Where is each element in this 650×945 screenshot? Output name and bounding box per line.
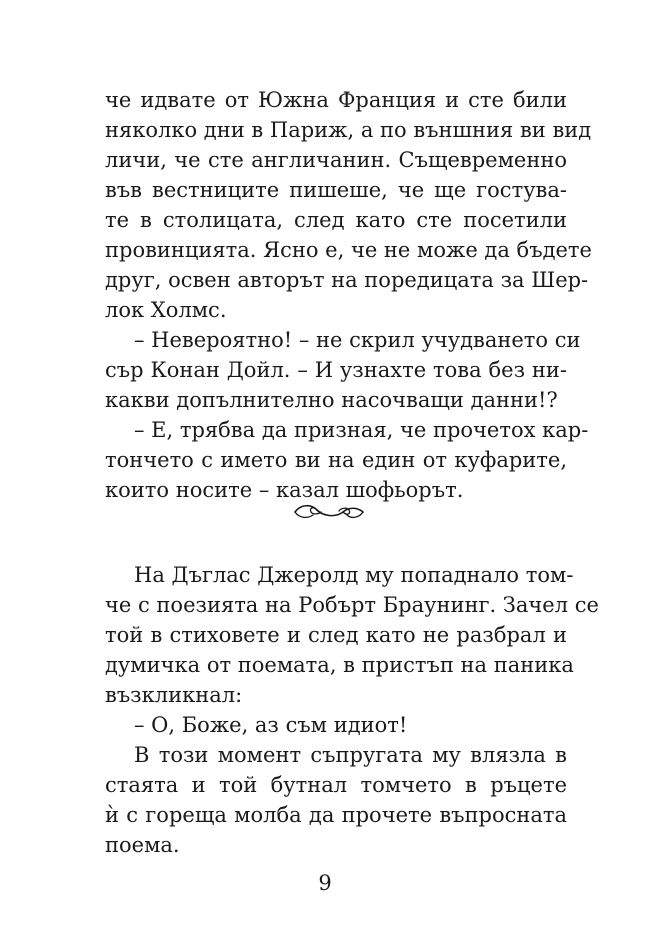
page-number: 9 — [318, 871, 332, 895]
text-line: друг, освен авторът на поредицата за Шер- — [105, 268, 589, 292]
dialogue-line: – Невероятно! – не скрил учудването си — [134, 328, 581, 352]
text-line: възкликнал: — [105, 683, 243, 707]
text-line: провинцията. Ясно е, че не може да бъдете — [105, 238, 592, 262]
text-line: думичка от поемата, в пристъп на паника — [105, 653, 574, 677]
text-line: няколко дни в Париж, а по външния ви вид — [105, 118, 592, 142]
text-line: На Дъглас Джеролд му попаднало том- — [134, 563, 574, 587]
dialogue-line: – О, Боже, аз съм идиот! — [134, 713, 408, 737]
text-line: той в стиховете и след като не разбрал и — [105, 623, 567, 647]
text-line: тончето с името ви на един от куфарите, — [105, 448, 567, 472]
text-line: лок Холмс. — [105, 298, 227, 322]
text-line: които носите – казал шофьорът. — [105, 478, 464, 502]
text-line: ѝ с гореща молба да прочете въпросната — [105, 803, 567, 827]
text-line: поема. — [105, 833, 180, 857]
text-line: сър Конан Дойл. – И узнахте това без ни- — [105, 358, 567, 382]
text-line: във вестниците пишеше, че ще гостува- — [105, 178, 567, 202]
text-line: те в столицата, след като сте посетили — [105, 208, 567, 232]
text-line: че идвате от Южна Франция и сте били — [105, 88, 567, 112]
dialogue-line: – Е, трябва да призная, че прочетох кар- — [134, 418, 589, 442]
text-line: стаята и той бутнал томчето в ръцете — [105, 773, 567, 797]
flourish-divider-icon — [291, 498, 369, 528]
text-line: че с поезията на Робърт Браунинг. Зачел се — [105, 593, 599, 617]
text-line: какви допълнително насочващи данни!? — [105, 388, 558, 412]
text-line: В този момент съпругата му влязла в — [134, 743, 567, 767]
text-line: личи, че сте англичанин. Същевременно — [105, 148, 567, 172]
